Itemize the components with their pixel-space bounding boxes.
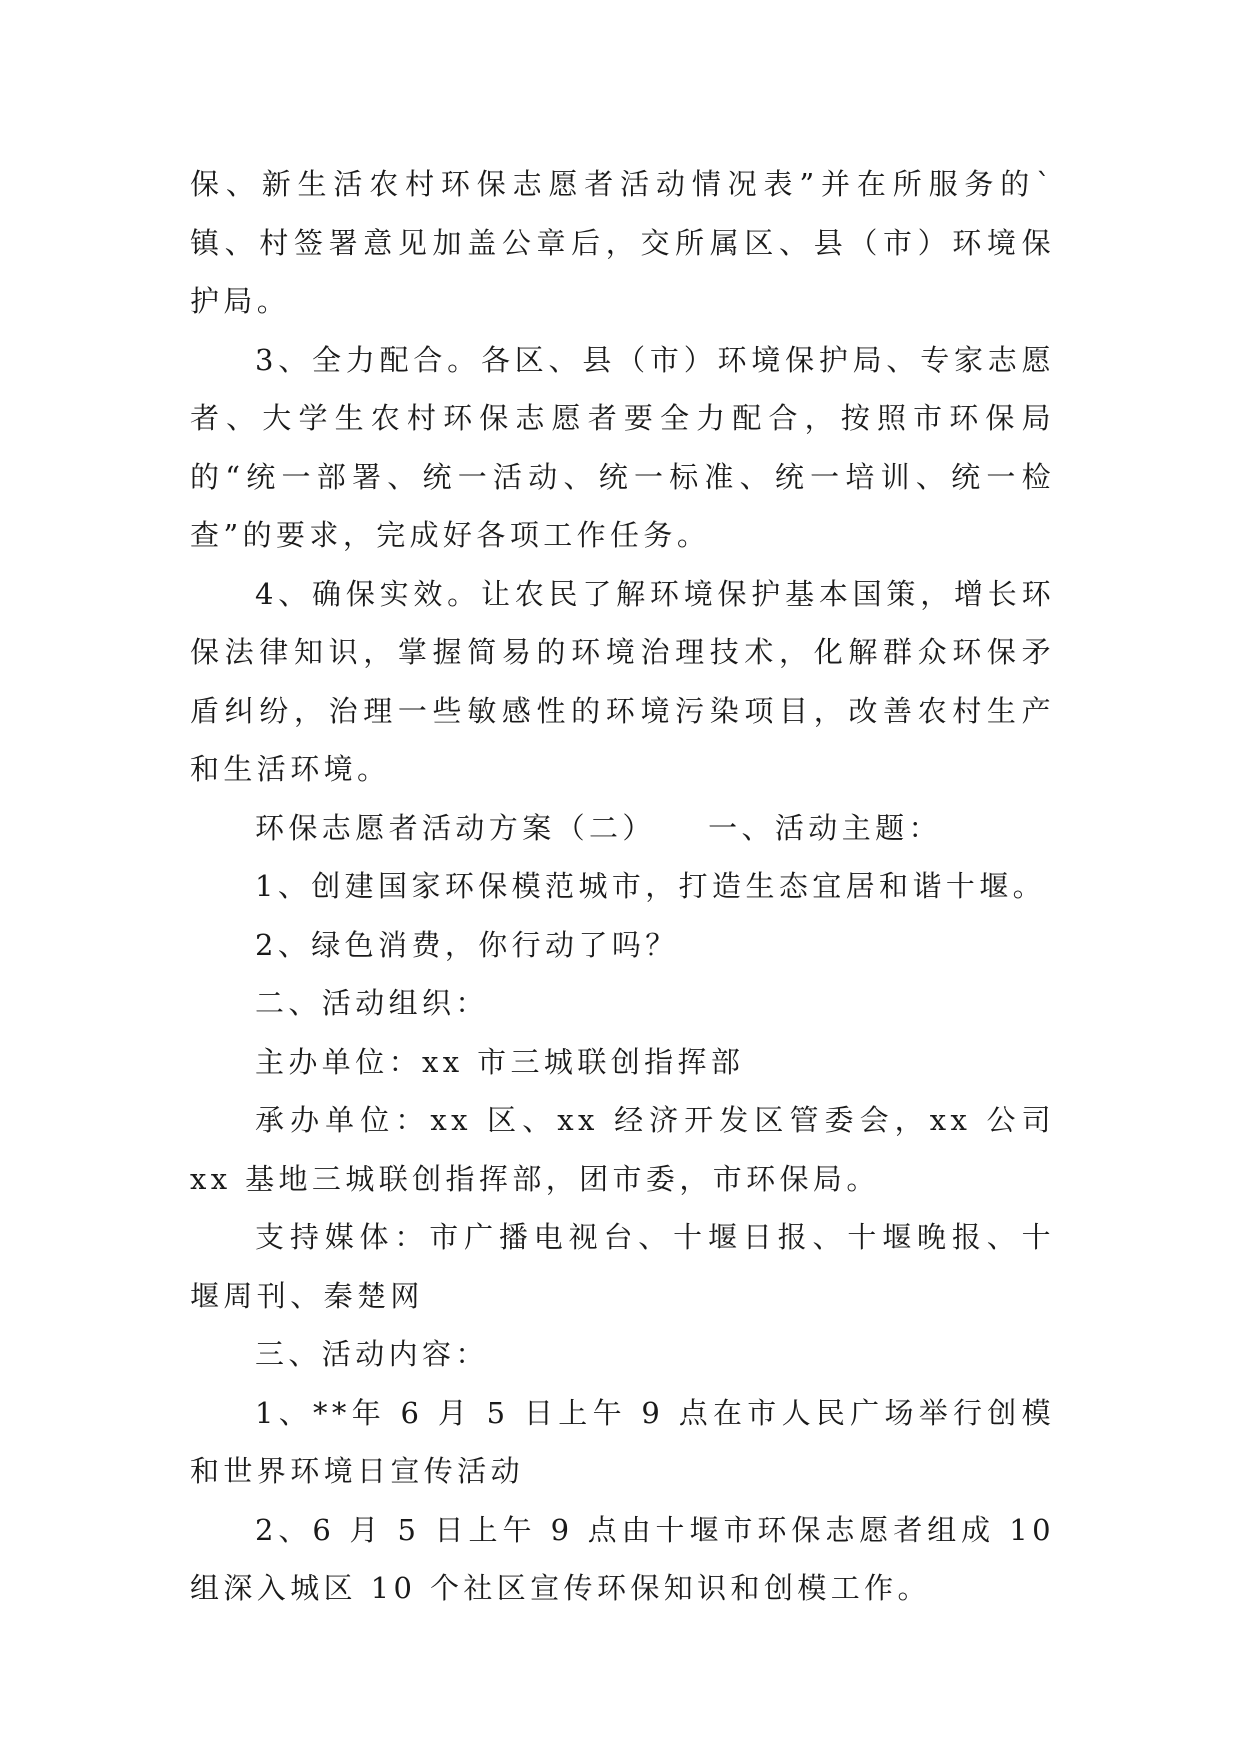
co-organizer-line: 承办单位：xx 区、xx 经济开发区管委会，xx 公司 xx 基地三城联创指挥部，团市委，市环保局。 <box>190 1103 1055 1196</box>
theme-item-1: 1、创建国家环保模范城市，打造生态宜居和谐十堰。 <box>255 869 1047 903</box>
section-heading-organization: 二、活动组织： <box>255 986 489 1020</box>
paragraph-continuation: 保、新生活农村环保志愿者活动情况表”并在所服务的`镇、村签署意见加盖公章后，交所属区、县（市）环境保护局。 <box>190 167 1055 318</box>
content-item-2: 2、6 月 5 日上午 9 点由十堰市环保志愿者组成 10 组深入城区 10 个社区宣传环保知识和创模工作。 <box>190 1512 1055 1605</box>
organizer-line: 主办单位：xx 市三城联创指挥部 <box>255 1044 745 1079</box>
content-item-1: 1、**年 6 月 5 日上午 9 点在市人民广场举行创模和世界环境日宣传活动 <box>190 1395 1055 1488</box>
document-body <box>190 155 1055 1618</box>
theme-item-2: 2、绿色消费，你行动了吗？ <box>255 927 679 962</box>
paragraph-item-4: 4、确保实效。让农民了解环境保护基本国策，增长环保法律知识，掌握简易的环境治理技术，化解群众环保矛盾纠纷，治理一些敏感性的环境污染项目，改善农村生产和生活环境。 <box>190 576 1055 786</box>
section-heading-content: 三、活动内容： <box>255 1337 489 1371</box>
section-heading-plan-two: 环保志愿者活动方案（二） 一、活动主题： <box>255 810 942 845</box>
paragraph-item-3: 3、全力配合。各区、县（市）环境保护局、专家志愿者、大学生农村环保志愿者要全力配合，按照市环保局的“统一部署、统一活动、统一标准、统一培训、统一检查”的要求，完成好各项工作任务。 <box>190 342 1055 552</box>
media-support-line: 支持媒体：市广播电视台、十堰日报、十堰晚报、十堰周刊、秦楚网 <box>190 1220 1055 1313</box>
